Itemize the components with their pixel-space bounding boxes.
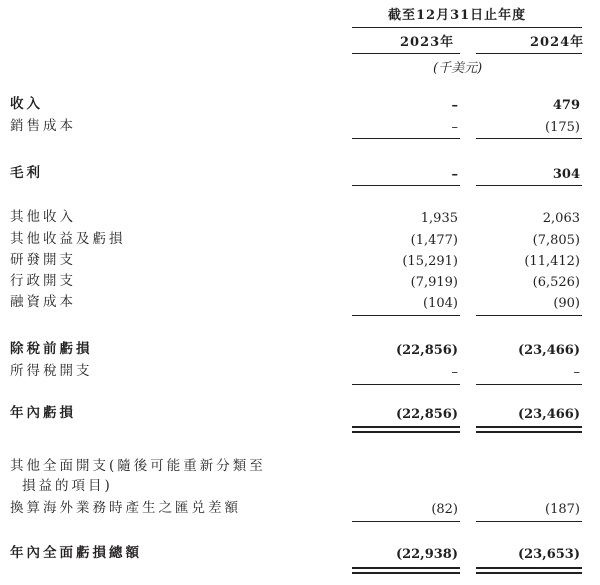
value-2023-admin-expenses: (7,919) (410, 275, 458, 290)
row-label-finance-costs: 融資成本 (10, 294, 76, 310)
value-2024-gross-profit: 304 (552, 167, 580, 182)
period-header: 截至12月31日止年度 (388, 8, 527, 23)
value-2024-revenue: 479 (552, 98, 580, 113)
value-2023-loss-for-year: (22,856) (395, 407, 458, 422)
header-rule-2024 (476, 53, 582, 54)
subtotal-rule-2023 (352, 384, 460, 385)
oci-heading-line-2: 損益的項目) (22, 478, 113, 494)
row-label-total-comprehensive-loss: 年內全面虧損總額 (10, 545, 142, 561)
value-2024-loss-for-year: (23,466) (517, 407, 580, 422)
double-underline-2024 (476, 426, 582, 433)
row-label-other-gains-losses: 其他收益及虧損 (10, 231, 126, 247)
header-rule (352, 27, 582, 28)
value-2023-cost-of-sales: – (451, 120, 458, 135)
value-2024-finance-costs: (90) (553, 296, 580, 311)
subtotal-rule-2023 (352, 315, 460, 316)
value-2024-income-tax: – (573, 365, 580, 380)
value-2024-total-comprehensive-loss: (23,653) (517, 547, 580, 562)
value-2024-rnd-expenses: (11,412) (524, 254, 580, 269)
subtotal-rule-2024 (476, 521, 582, 522)
value-2024-cost-of-sales: (175) (545, 120, 580, 135)
subtotal-rule-2024 (476, 384, 582, 385)
unit-label: (千美元) (433, 61, 483, 76)
value-2024-fx-differences: (187) (545, 502, 580, 517)
subtotal-rule-2023 (352, 521, 460, 522)
subtotal-rule-2024 (476, 315, 582, 316)
column-header-2023: 2023年 (400, 35, 455, 50)
row-label-admin-expenses: 行政開支 (10, 273, 76, 289)
value-2024-admin-expenses: (6,526) (532, 275, 580, 290)
value-2023-gross-profit: – (451, 167, 458, 182)
value-2024-other-income: 2,063 (542, 211, 580, 226)
value-2023-other-gains-losses: (1,477) (410, 233, 458, 248)
row-label-income-tax: 所得稅開支 (10, 363, 93, 379)
subtotal-rule-2024 (476, 138, 582, 139)
row-label-rnd-expenses: 研發開支 (10, 252, 76, 268)
row-label-cost-of-sales: 銷售成本 (10, 118, 76, 134)
subtotal-rule-2023 (352, 138, 460, 139)
double-underline-2024 (476, 567, 582, 574)
header-rule-2023 (352, 53, 460, 54)
value-2023-loss-before-tax: (22,856) (395, 343, 458, 358)
value-2023-finance-costs: (104) (423, 296, 458, 311)
row-label-other-income: 其他收入 (10, 209, 76, 225)
total-rule-2024 (476, 185, 582, 186)
row-label-gross-profit: 毛利 (10, 165, 43, 181)
value-2023-fx-differences: (82) (431, 502, 458, 517)
row-label-revenue: 收入 (10, 96, 43, 112)
value-2023-income-tax: – (451, 365, 458, 380)
row-label-fx-differences: 換算海外業務時產生之匯兑差額 (10, 500, 241, 516)
value-2023-total-comprehensive-loss: (22,938) (395, 547, 458, 562)
value-2024-loss-before-tax: (23,466) (517, 343, 580, 358)
double-underline-2023 (352, 426, 460, 433)
value-2023-rnd-expenses: (15,291) (402, 254, 458, 269)
row-label-loss-before-tax: 除稅前虧損 (10, 341, 93, 357)
oci-heading-line-1: 其他全面開支(隨後可能重新分類至 (10, 458, 266, 474)
row-label-loss-for-year: 年內虧損 (10, 405, 76, 421)
column-header-2024: 2024年 (530, 35, 585, 50)
value-2024-other-gains-losses: (7,805) (532, 233, 580, 248)
double-underline-2023 (352, 567, 460, 574)
value-2023-other-income: 1,935 (420, 211, 458, 226)
value-2023-revenue: – (451, 98, 458, 113)
total-rule-2023 (352, 185, 460, 186)
